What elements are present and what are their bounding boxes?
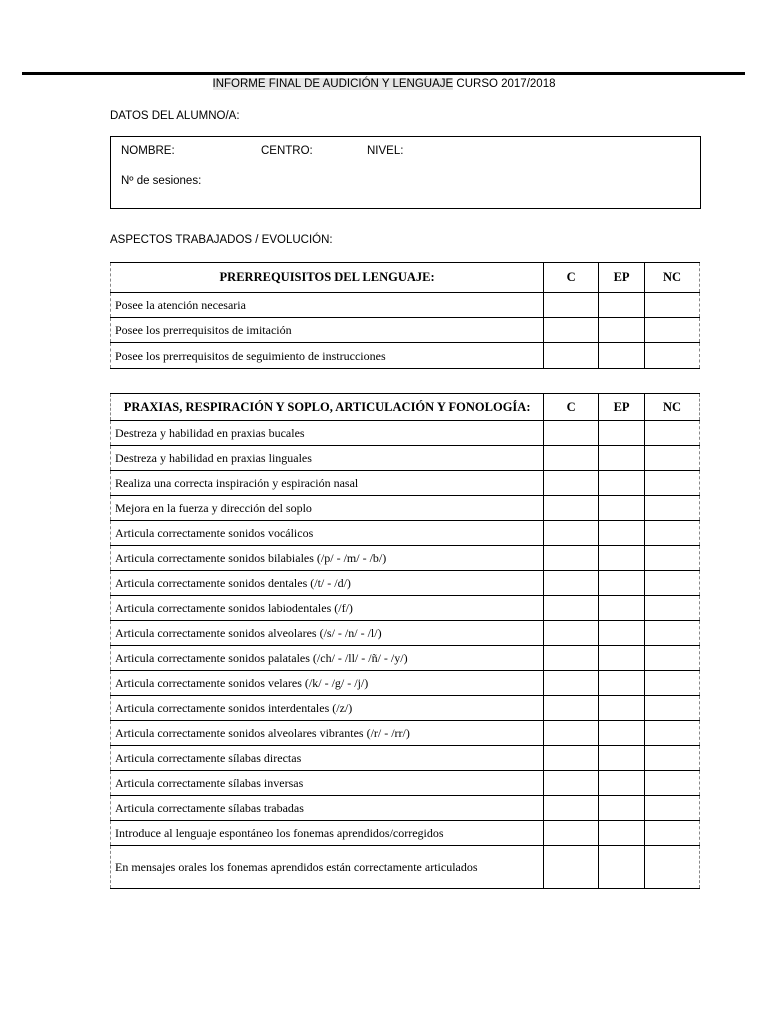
cell-ep[interactable] [599,646,645,671]
row-label: En mensajes orales los fonemas aprendidos están correctamente articulados [111,846,544,889]
table-row [111,421,700,446]
centro-label: CENTRO: [261,145,313,157]
table-row [111,846,700,889]
col-c-header: C [544,263,599,293]
cell-nc[interactable] [645,821,700,846]
title-course: CURSO 2017/2018 [453,78,556,90]
cell-c[interactable] [544,646,599,671]
cell-c[interactable] [544,496,599,521]
table-row [111,571,700,596]
cell-ep[interactable] [599,771,645,796]
table-header-row [111,394,700,421]
cell-nc[interactable] [645,796,700,821]
table-row [111,318,700,343]
table-row [111,621,700,646]
row-label: Articula correctamente sonidos dentales (/t/ - /d/) [111,571,544,596]
top-rule [22,72,745,75]
cell-nc[interactable] [645,546,700,571]
row-label: Articula correctamente sonidos labiodentales (/f/) [111,596,544,621]
cell-nc[interactable] [645,721,700,746]
table-row [111,293,700,318]
row-label: Articula correctamente sonidos bilabiales (/p/ - /m/ - /b/) [111,546,544,571]
prerequisites-header: PRERREQUISITOS DEL LENGUAJE: [111,263,544,293]
cell-ep[interactable] [599,343,645,369]
praxias-header: PRAXIAS, RESPIRACIÓN Y SOPLO, ARTICULACIÓN Y FONOLOGÍA: [111,394,544,421]
sesiones-label: Nº de sesiones: [121,175,202,187]
cell-c[interactable] [544,571,599,596]
table-row [111,821,700,846]
prerequisites-table [110,262,700,369]
cell-ep[interactable] [599,546,645,571]
table-row [111,721,700,746]
cell-c[interactable] [544,721,599,746]
cell-ep[interactable] [599,421,645,446]
cell-nc[interactable] [645,596,700,621]
cell-ep[interactable] [599,318,645,343]
cell-nc[interactable] [645,746,700,771]
table-row [111,796,700,821]
cell-nc[interactable] [645,771,700,796]
row-label: Articula correctamente sílabas trabadas [111,796,544,821]
table-row [111,696,700,721]
cell-nc[interactable] [645,421,700,446]
cell-c[interactable] [544,521,599,546]
cell-ep[interactable] [599,446,645,471]
col-ep-header: EP [599,394,645,421]
cell-ep[interactable] [599,496,645,521]
table-row [111,471,700,496]
cell-c[interactable] [544,546,599,571]
cell-nc[interactable] [645,318,700,343]
cell-c[interactable] [544,846,599,889]
cell-nc[interactable] [645,846,700,889]
cell-nc[interactable] [645,646,700,671]
row-label: Articula correctamente sílabas inversas [111,771,544,796]
col-nc-header: NC [645,394,700,421]
cell-nc[interactable] [645,521,700,546]
row-label: Articula correctamente sonidos alveolares (/s/ - /n/ - /l/) [111,621,544,646]
cell-nc[interactable] [645,621,700,646]
cell-ep[interactable] [599,696,645,721]
cell-c[interactable] [544,621,599,646]
table-row [111,521,700,546]
row-label: Posee los prerrequisitos de seguimiento de instrucciones [111,343,544,369]
table-row [111,546,700,571]
cell-ep[interactable] [599,471,645,496]
nombre-label: NOMBRE: [121,145,175,157]
cell-ep[interactable] [599,796,645,821]
row-label: Articula correctamente sonidos vocálicos [111,521,544,546]
row-label: Destreza y habilidad en praxias linguales [111,446,544,471]
row-label: Posee los prerrequisitos de imitación [111,318,544,343]
cell-c[interactable] [544,771,599,796]
cell-c[interactable] [544,446,599,471]
nivel-label: NIVEL: [367,145,404,157]
row-label: Introduce al lenguaje espontáneo los fonemas aprendidos/corregidos [111,821,544,846]
cell-c[interactable] [544,696,599,721]
table-header-row [111,263,700,293]
cell-c[interactable] [544,343,599,369]
cell-ep[interactable] [599,846,645,889]
table-row [111,496,700,521]
row-label: Articula correctamente sílabas directas [111,746,544,771]
cell-ep[interactable] [599,821,645,846]
cell-c[interactable] [544,318,599,343]
cell-c[interactable] [544,471,599,496]
cell-c[interactable] [544,421,599,446]
cell-c[interactable] [544,671,599,696]
document-title [0,78,768,90]
cell-nc[interactable] [645,343,700,369]
cell-ep[interactable] [599,746,645,771]
table-row [111,771,700,796]
cell-c[interactable] [544,821,599,846]
cell-nc[interactable] [645,446,700,471]
student-section-label: DATOS DEL ALUMNO/A: [110,110,240,122]
table-row [111,671,700,696]
cell-nc[interactable] [645,471,700,496]
cell-ep[interactable] [599,596,645,621]
row-label: Destreza y habilidad en praxias bucales [111,421,544,446]
table-row [111,746,700,771]
student-data-box [110,136,701,209]
col-c-header: C [544,394,599,421]
cell-ep[interactable] [599,293,645,318]
table-row [111,596,700,621]
table-row [111,646,700,671]
cell-ep[interactable] [599,621,645,646]
row-label: Articula correctamente sonidos interdentales (/z/) [111,696,544,721]
row-label: Posee la atención necesaria [111,293,544,318]
table-row [111,446,700,471]
row-label: Articula correctamente sonidos palatales (/ch/ - /ll/ - /ñ/ - /y/) [111,646,544,671]
cell-c[interactable] [544,596,599,621]
praxias-table [110,393,700,889]
cell-nc[interactable] [645,571,700,596]
col-ep-header: EP [599,263,645,293]
cell-nc[interactable] [645,496,700,521]
cell-ep[interactable] [599,721,645,746]
row-label: Articula correctamente sonidos velares (/k/ - /g/ - /j/) [111,671,544,696]
cell-nc[interactable] [645,671,700,696]
col-nc-header: NC [645,263,700,293]
cell-c[interactable] [544,293,599,318]
cell-c[interactable] [544,796,599,821]
aspects-label: ASPECTOS TRABAJADOS / EVOLUCIÓN: [110,234,333,246]
cell-ep[interactable] [599,521,645,546]
row-label: Realiza una correcta inspiración y espiración nasal [111,471,544,496]
table-row [111,343,700,369]
row-label: Articula correctamente sonidos alveolares vibrantes (/r/ - /rr/) [111,721,544,746]
cell-nc[interactable] [645,293,700,318]
title-highlighted: INFORME FINAL DE AUDICIÓN Y LENGUAJE [212,78,454,90]
cell-nc[interactable] [645,696,700,721]
cell-c[interactable] [544,746,599,771]
cell-ep[interactable] [599,571,645,596]
cell-ep[interactable] [599,671,645,696]
row-label: Mejora en la fuerza y dirección del soplo [111,496,544,521]
